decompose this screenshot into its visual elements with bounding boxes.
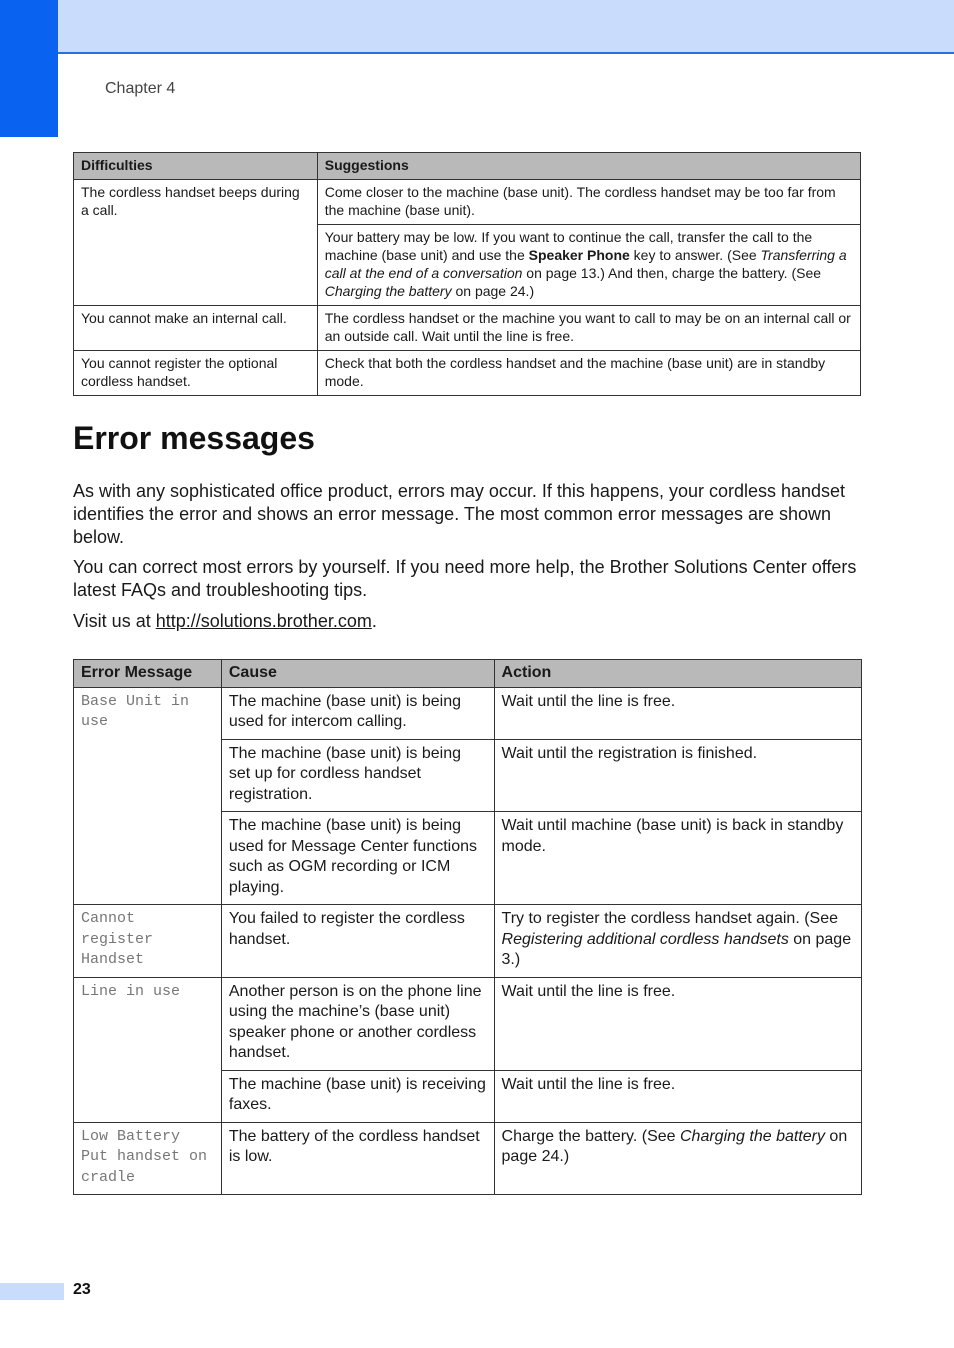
error-message-cell: Line in use xyxy=(74,977,222,1122)
table-row xyxy=(74,180,861,225)
help-paragraph: You can correct most errors by yourself. If you need more help, the Brother Solutions Center offers latest FAQs and troubleshooting tips. xyxy=(73,557,857,600)
difficulty-cell: You cannot register the optional cordless handset. xyxy=(74,351,318,396)
chapter-label: Chapter 4 xyxy=(105,80,176,97)
cause-cell: The machine (base unit) is being used for Message Center functions such as OGM recording or ICM playing. xyxy=(221,812,494,905)
cross-reference: Charging the battery xyxy=(324,283,452,299)
cause-cell: The machine (base unit) is being used for intercom calling. xyxy=(221,687,494,739)
action-cell: Wait until the line is free. xyxy=(494,977,861,1070)
action-cell: Wait until the registration is finished. xyxy=(494,739,861,812)
section-title: Error messages xyxy=(73,420,315,456)
cross-reference: Charging the battery xyxy=(680,1127,825,1145)
action-cell: Wait until machine (base unit) is back in standby mode. xyxy=(494,812,861,905)
footer-band xyxy=(0,1283,64,1300)
column-header-action: Action xyxy=(494,660,861,688)
difficulty-cell: The cordless handset beeps during a call. xyxy=(74,180,318,306)
error-messages-table xyxy=(73,659,862,1195)
table-row xyxy=(74,687,862,739)
table-row xyxy=(74,905,862,978)
troubleshooting-table xyxy=(73,152,861,396)
suggestion-cell xyxy=(317,225,860,306)
action-text: Charge the battery. (See xyxy=(501,1127,680,1145)
cross-reference: Transferring a call at the end of a conversation xyxy=(324,247,847,281)
intro-paragraph: As with any sophisticated office product, errors may occur. If this happens, your cordless handset identifies the error and shows an error message. The most common error messages are shown below. xyxy=(73,481,846,547)
suggestion-text: on page 24.) xyxy=(451,283,535,299)
table-row xyxy=(74,306,861,351)
table-row xyxy=(74,977,862,1070)
suggestion-cell: Check that both the cordless handset and the machine (base unit) are in standby mode. xyxy=(317,351,860,396)
suggestion-text: Your battery may be low. If you want to continue the call, transfer the call to the machine (base unit) and use the xyxy=(324,229,813,263)
cause-cell: You failed to register the cordless handset. xyxy=(221,905,494,978)
header-band xyxy=(0,0,954,54)
table-header-row xyxy=(74,660,862,688)
chapter-tab-marker xyxy=(0,0,58,137)
table-row xyxy=(74,351,861,396)
action-text: Try to register the cordless handset again. (See xyxy=(501,910,838,927)
action-cell xyxy=(494,1122,861,1195)
action-cell: Wait until the line is free. xyxy=(494,1070,861,1122)
cause-cell: The machine (base unit) is being set up for cordless handset registration. xyxy=(221,739,494,812)
visit-text: . xyxy=(371,611,377,631)
column-header-difficulties: Difficulties xyxy=(74,153,318,180)
column-header-error-message: Error Message xyxy=(74,660,222,688)
difficulty-cell: You cannot make an internal call. xyxy=(74,306,318,351)
cause-cell: The battery of the cordless handset is low. xyxy=(221,1122,494,1195)
suggestion-cell: Come closer to the machine (base unit). The cordless handset may be too far from the machine (base unit). xyxy=(317,180,860,225)
column-header-cause: Cause xyxy=(221,660,494,688)
key-name: Speaker Phone xyxy=(528,247,630,263)
action-text: on page 3.) xyxy=(501,930,852,968)
cause-cell: Another person is on the phone line using the machine’s (base unit) speaker phone or another cordless handset. xyxy=(221,977,494,1070)
action-cell xyxy=(494,905,861,978)
cause-cell: The machine (base unit) is receiving faxes. xyxy=(221,1070,494,1122)
solutions-link[interactable]: http://solutions.brother.com xyxy=(155,611,372,631)
suggestion-text: key to answer. (See xyxy=(629,247,761,263)
page-number: 23 xyxy=(73,1281,91,1298)
action-text: on page 24.) xyxy=(501,1127,848,1165)
cross-reference: Registering additional cordless handsets xyxy=(501,930,789,948)
visit-text: Visit us at xyxy=(73,611,156,631)
error-message-cell: Low Battery Put handset on cradle xyxy=(74,1122,222,1195)
suggestion-cell: The cordless handset or the machine you want to call to may be on an internal call or an outside call. Wait until the line is free. xyxy=(317,306,860,351)
column-header-suggestions: Suggestions xyxy=(317,153,860,180)
table-row xyxy=(74,1122,862,1195)
error-message-cell: Base Unit in use xyxy=(74,687,222,905)
table-header-row xyxy=(74,153,861,180)
action-cell: Wait until the line is free. xyxy=(494,687,861,739)
suggestion-text: on page 13.) And then, charge the battery. (See xyxy=(522,265,822,281)
visit-paragraph xyxy=(73,610,863,633)
error-message-cell: Cannot register Handset xyxy=(74,905,222,978)
